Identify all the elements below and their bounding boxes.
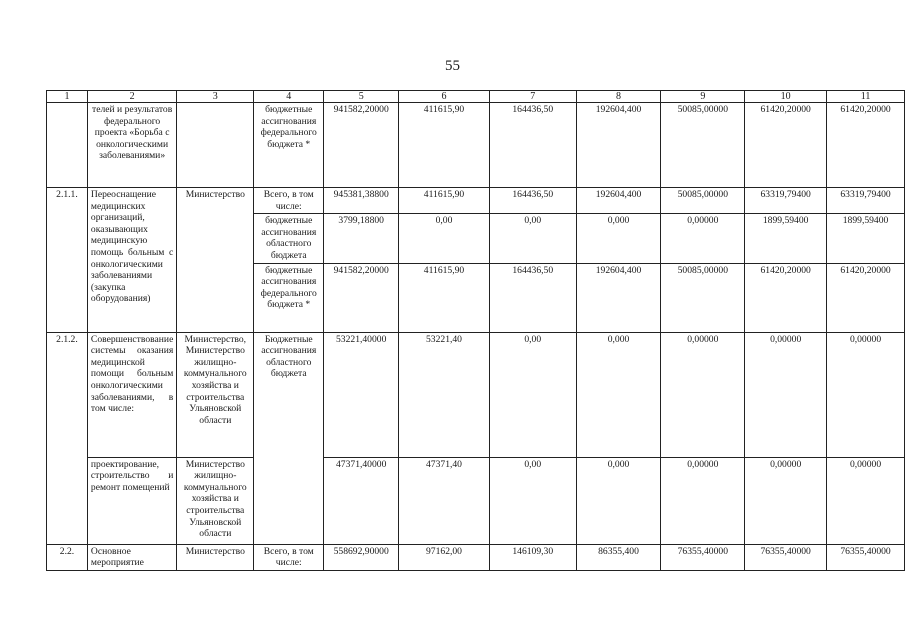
- value-cell: 1899,59400: [827, 214, 905, 263]
- table-row: [47, 457, 905, 544]
- activity-cell: телей и результатов федерального проекта «Борьба с онкологическими заболеваниями»: [87, 103, 176, 188]
- page-number: 55: [445, 58, 460, 74]
- header-cell: 7: [489, 91, 576, 103]
- value-cell: 61420,20000: [745, 103, 827, 188]
- responsible-cell: Министерство жилищно-коммунального хозяйства и строительства Ульяновской области: [177, 457, 254, 544]
- row-number-cell: 2.1.1.: [47, 188, 88, 333]
- value-cell: 945381,38800: [324, 188, 399, 214]
- activity-cell: Переоснащение медицинских организаций, оказывающих медицинскую помощь больным с онкологическими заболеваниями (закупка оборудования): [87, 188, 176, 333]
- value-cell: 47371,40000: [324, 457, 399, 544]
- value-cell: 63319,79400: [745, 188, 827, 214]
- value-cell: 0,00: [489, 332, 576, 457]
- value-cell: 0,00000: [827, 332, 905, 457]
- value-cell: 50085,00000: [661, 103, 745, 188]
- value-cell: 0,00000: [661, 214, 745, 263]
- value-cell: 411615,90: [399, 103, 490, 188]
- value-cell: 61420,20000: [827, 263, 905, 332]
- header-cell: 4: [254, 91, 324, 103]
- value-cell: 941582,20000: [324, 103, 399, 188]
- value-cell: 53221,40: [399, 332, 490, 457]
- value-cell: 50085,00000: [661, 263, 745, 332]
- value-cell: 47371,40: [399, 457, 490, 544]
- value-cell: 1899,59400: [745, 214, 827, 263]
- table-row: [47, 188, 905, 214]
- header-row: [47, 91, 905, 103]
- value-cell: 53221,40000: [324, 332, 399, 457]
- funding-source-cell: Всего, в том числе:: [254, 544, 324, 570]
- funding-source-cell: Всего, в том числе:: [254, 188, 324, 214]
- budget-table: [46, 90, 905, 571]
- value-cell: 0,000: [576, 214, 661, 263]
- funding-source-cell: бюджетные ассигнования федерального бюджета *: [254, 263, 324, 332]
- value-cell: 164436,50: [489, 103, 576, 188]
- funding-source-cell: бюджетные ассигнования федерального бюджета *: [254, 103, 324, 188]
- row-number-cell: 2.1.2.: [47, 332, 88, 544]
- activity-cell: Основное мероприятие: [87, 544, 176, 570]
- value-cell: 0,00000: [827, 457, 905, 544]
- header-cell: 9: [661, 91, 745, 103]
- responsible-cell: Министерство: [177, 544, 254, 570]
- responsible-cell: [177, 103, 254, 188]
- value-cell: 0,00: [489, 457, 576, 544]
- value-cell: 192604,400: [576, 188, 661, 214]
- header-cell: 10: [745, 91, 827, 103]
- funding-source-cell: Бюджетные ассигнования областного бюджета: [254, 332, 324, 544]
- header-cell: 1: [47, 91, 88, 103]
- value-cell: 61420,20000: [827, 103, 905, 188]
- value-cell: 0,00: [399, 214, 490, 263]
- value-cell: 97162,00: [399, 544, 490, 570]
- funding-source-cell: бюджетные ассигнования областного бюджета: [254, 214, 324, 263]
- responsible-cell: Министерство, Министерство жилищно-коммунального хозяйства и строительства Ульяновской области: [177, 332, 254, 457]
- value-cell: 0,000: [576, 457, 661, 544]
- value-cell: 3799,18800: [324, 214, 399, 263]
- header-cell: 6: [399, 91, 490, 103]
- table-row: [47, 332, 905, 457]
- value-cell: 76355,40000: [827, 544, 905, 570]
- value-cell: 86355,400: [576, 544, 661, 570]
- table-row: [47, 103, 905, 188]
- value-cell: 0,00: [489, 214, 576, 263]
- header-cell: 11: [827, 91, 905, 103]
- value-cell: 192604,400: [576, 263, 661, 332]
- header-cell: 5: [324, 91, 399, 103]
- value-cell: 0,00000: [661, 332, 745, 457]
- table-row: [47, 544, 905, 570]
- value-cell: 0,00000: [745, 332, 827, 457]
- activity-cell: Совершенствование системы оказания медицинской помощи больным онкологическими заболеваниями, в том числе:: [87, 332, 176, 457]
- value-cell: 146109,30: [489, 544, 576, 570]
- value-cell: 63319,79400: [827, 188, 905, 214]
- value-cell: 61420,20000: [745, 263, 827, 332]
- value-cell: 0,00000: [745, 457, 827, 544]
- responsible-cell: Министерство: [177, 188, 254, 333]
- value-cell: 164436,50: [489, 263, 576, 332]
- value-cell: 0,00000: [661, 457, 745, 544]
- value-cell: 558692,90000: [324, 544, 399, 570]
- header-cell: 8: [576, 91, 661, 103]
- value-cell: 941582,20000: [324, 263, 399, 332]
- value-cell: 76355,40000: [661, 544, 745, 570]
- value-cell: 0,000: [576, 332, 661, 457]
- value-cell: 164436,50: [489, 188, 576, 214]
- row-number-cell: [47, 103, 88, 188]
- value-cell: 76355,40000: [745, 544, 827, 570]
- header-cell: 3: [177, 91, 254, 103]
- value-cell: 411615,90: [399, 188, 490, 214]
- activity-cell: проектирование, строительство и ремонт помещений: [87, 457, 176, 544]
- value-cell: 50085,00000: [661, 188, 745, 214]
- header-cell: 2: [87, 91, 176, 103]
- value-cell: 411615,90: [399, 263, 490, 332]
- value-cell: 192604,400: [576, 103, 661, 188]
- row-number-cell: 2.2.: [47, 544, 88, 570]
